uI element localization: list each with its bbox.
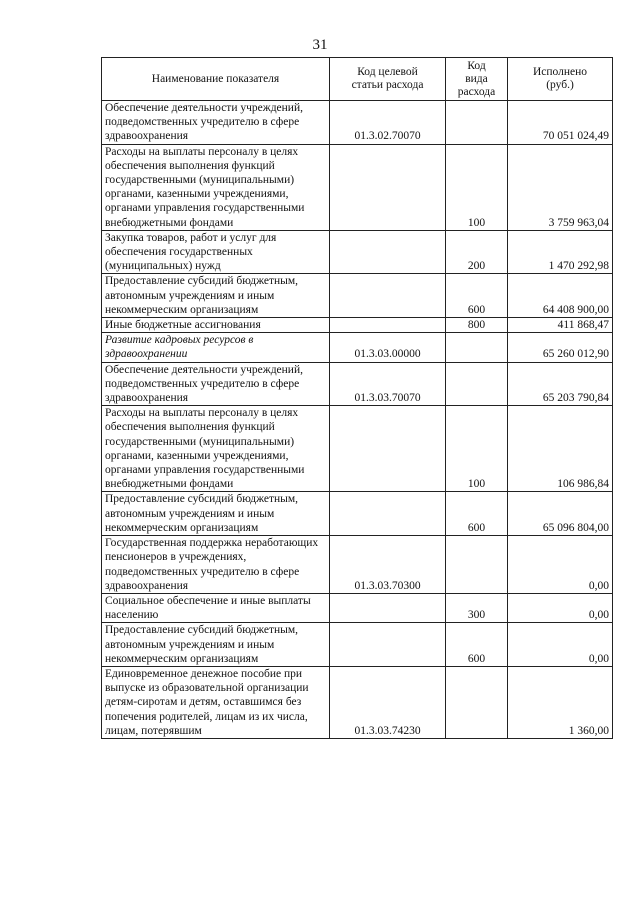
row-amount-cell: 0,00 xyxy=(508,536,613,594)
row-code-cell xyxy=(330,623,446,667)
row-code-cell: 01.3.02.70070 xyxy=(330,101,446,145)
table-row xyxy=(102,230,613,274)
row-code-cell xyxy=(330,318,446,333)
row-amount-cell: 64 408 900,00 xyxy=(508,274,613,318)
table-row xyxy=(102,101,613,145)
row-kind-cell xyxy=(446,666,508,738)
row-name-cell: Предоставление субсидий бюджетным, автономным учреждениям и иным некоммерческим организациям xyxy=(102,274,330,318)
table-row xyxy=(102,144,613,230)
row-name-cell: Расходы на выплаты персоналу в целях обеспечения выполнения функций государственными (муниципальными) органами, казенными учреждениями, органами управления государственными внебюджетными фондами xyxy=(102,144,330,230)
row-amount-cell: 411 868,47 xyxy=(508,318,613,333)
row-kind-cell: 600 xyxy=(446,274,508,318)
table-row xyxy=(102,318,613,333)
table-body xyxy=(102,101,613,739)
row-amount-cell: 65 203 790,84 xyxy=(508,362,613,406)
row-name-cell: Обеспечение деятельности учреждений, подведомственных учредителю в сфере здравоохранения xyxy=(102,101,330,145)
table-row xyxy=(102,593,613,622)
expenditure-table xyxy=(101,57,613,739)
header-amount-text: Исполнено (руб.) xyxy=(532,66,588,91)
row-name-cell: Расходы на выплаты персоналу в целях обеспечения выполнения функций государственными (муниципальными) органами, казенными учреждениями, органами управления государственными внебюджетными фондами xyxy=(102,406,330,492)
header-name xyxy=(102,58,330,101)
page-number: 31 xyxy=(312,37,328,53)
row-name-cell: Иные бюджетные ассигнования xyxy=(102,318,330,333)
row-amount-cell: 0,00 xyxy=(508,623,613,667)
row-name-cell: Единовременное денежное пособие при выпуске из образовательной организации детям-сиротам и детям, оставшимся без попечения родителей, лицам из их числа, лицам, потерявшим xyxy=(102,666,330,738)
row-name-cell: Развитие кадровых ресурсов в здравоохранении xyxy=(102,333,330,362)
header-kind xyxy=(446,58,508,101)
row-name-cell: Закупка товаров, работ и услуг для обеспечения государственных (муниципальных) нужд xyxy=(102,230,330,274)
row-amount-cell: 65 096 804,00 xyxy=(508,492,613,536)
row-amount-cell: 70 051 024,49 xyxy=(508,101,613,145)
row-code-cell xyxy=(330,144,446,230)
row-code-cell xyxy=(330,274,446,318)
row-amount-cell: 3 759 963,04 xyxy=(508,144,613,230)
row-kind-cell: 100 xyxy=(446,406,508,492)
row-code-cell xyxy=(330,230,446,274)
row-kind-cell xyxy=(446,536,508,594)
table-header-row xyxy=(102,58,613,101)
row-kind-cell xyxy=(446,362,508,406)
header-code xyxy=(330,58,446,101)
row-code-cell xyxy=(330,593,446,622)
table-row xyxy=(102,666,613,738)
row-code-cell: 01.3.03.00000 xyxy=(330,333,446,362)
table-row xyxy=(102,623,613,667)
row-name-cell: Предоставление субсидий бюджетным, автономным учреждениям и иным некоммерческим организациям xyxy=(102,492,330,536)
row-amount-cell: 65 260 012,90 xyxy=(508,333,613,362)
table-row xyxy=(102,362,613,406)
row-amount-cell: 1 470 292,98 xyxy=(508,230,613,274)
row-code-cell: 01.3.03.70300 xyxy=(330,536,446,594)
row-name-cell: Государственная поддержка неработающих пенсионеров в учреждениях, подведомственных учредителю в сфере здравоохранения xyxy=(102,536,330,594)
header-kind-text: Код вида расхода xyxy=(457,59,496,98)
table-row xyxy=(102,333,613,362)
table-row xyxy=(102,406,613,492)
table-row xyxy=(102,492,613,536)
row-code-cell: 01.3.03.70070 xyxy=(330,362,446,406)
row-name-cell: Предоставление субсидий бюджетным, автономным учреждениям и иным некоммерческим организациям xyxy=(102,623,330,667)
header-code-text: Код целевой статьи расхода xyxy=(351,66,424,91)
row-code-cell xyxy=(330,492,446,536)
row-kind-cell xyxy=(446,101,508,145)
row-amount-cell: 0,00 xyxy=(508,593,613,622)
table-row xyxy=(102,536,613,594)
row-kind-cell: 100 xyxy=(446,144,508,230)
row-name-cell: Обеспечение деятельности учреждений, подведомственных учредителю в сфере здравоохранения xyxy=(102,362,330,406)
row-kind-cell: 600 xyxy=(446,492,508,536)
row-amount-cell: 1 360,00 xyxy=(508,666,613,738)
header-amount xyxy=(508,58,613,101)
row-kind-cell: 300 xyxy=(446,593,508,622)
row-kind-cell: 800 xyxy=(446,318,508,333)
table-row xyxy=(102,274,613,318)
row-code-cell: 01.3.03.74230 xyxy=(330,666,446,738)
header-name-text: Наименование показателя xyxy=(151,72,280,85)
row-code-cell xyxy=(330,406,446,492)
row-kind-cell: 200 xyxy=(446,230,508,274)
row-amount-cell: 106 986,84 xyxy=(508,406,613,492)
row-kind-cell: 600 xyxy=(446,623,508,667)
row-name-cell: Социальное обеспечение и иные выплаты населению xyxy=(102,593,330,622)
row-kind-cell xyxy=(446,333,508,362)
